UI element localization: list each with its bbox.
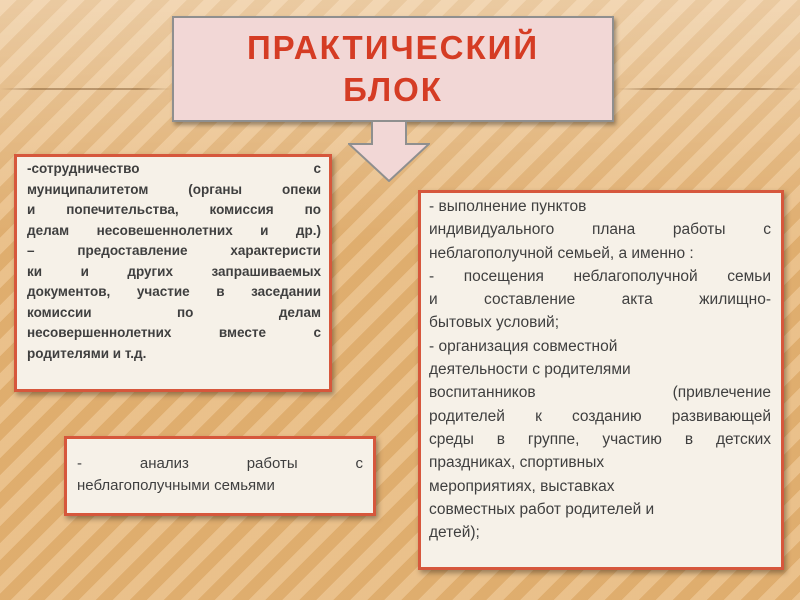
plan-line: среды в группе, участию в детских (429, 430, 771, 448)
title-line-2: БЛОК (343, 71, 443, 108)
analysis-line: неблагополучными семьями (77, 477, 275, 494)
plan-line: родителей к созданию развивающей (429, 407, 771, 425)
decorative-line-left (0, 88, 172, 90)
plan-line: совместных работ родителей и (429, 500, 655, 518)
plan-line: деятельности с родителями (429, 361, 631, 379)
analysis-line: - анализ работы с (77, 455, 363, 472)
cooperation-line: делам несовешеннолетних и др.) (27, 222, 321, 238)
plan-line: мероприятиях, выставках (429, 477, 615, 495)
plan-line: неблагополучной семьей, а именно : (429, 244, 694, 262)
cooperation-line: ки и других запрашиваемых (27, 263, 321, 279)
analysis-card (64, 436, 376, 516)
plan-line: индивидуального плана работы с (429, 221, 771, 239)
cooperation-line: документов, участие в заседании (27, 284, 321, 299)
cooperation-line: – предоставление характеристи (27, 243, 321, 258)
plan-line: - выполнение пунктов (429, 198, 587, 215)
plan-line: праздниках, спортивных (429, 454, 605, 472)
cooperation-line: муниципалитетом (органы опеки (27, 181, 321, 197)
plan-line: - посещения неблагополучной семьи (429, 267, 771, 285)
plan-line: - организация совместной (429, 337, 618, 355)
plan-line: детей); (429, 524, 480, 542)
cooperation-line: комиссии по делам (27, 304, 321, 320)
decorative-line-right (616, 88, 800, 90)
cooperation-line: и попечительства, комиссия по (27, 202, 321, 217)
cooperation-line: родителями и т.д. (27, 345, 147, 361)
title-box (172, 16, 614, 122)
cooperation-card (14, 154, 332, 392)
plan-line: бытовых условий; (429, 314, 560, 332)
plan-line: и составление акта жилищно- (429, 291, 771, 309)
cooperation-line: -сотрудничество с (27, 161, 321, 176)
down-arrow-icon (348, 120, 430, 182)
cooperation-line: несовершеннолетних вместе с (27, 325, 321, 340)
title-line-1: ПРАКТИЧЕСКИЙ (246, 29, 540, 66)
individual-plan-card (418, 190, 784, 570)
plan-line: воспитанников (привлечение (429, 384, 771, 402)
